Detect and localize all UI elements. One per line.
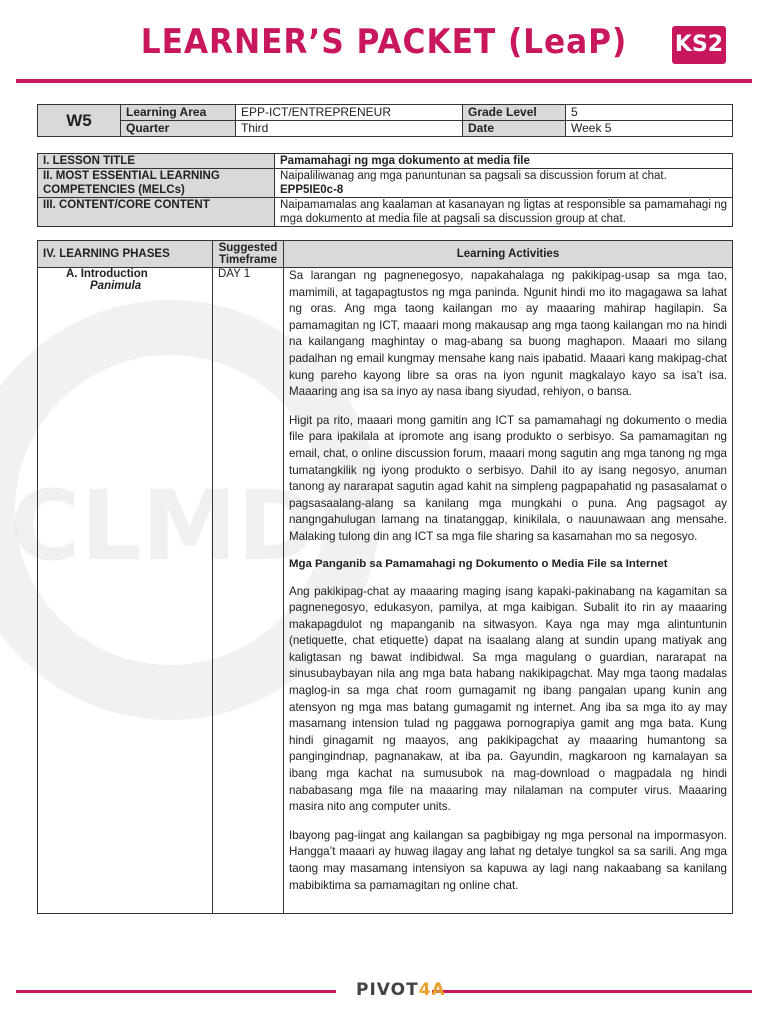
- header-table: [37, 104, 733, 137]
- footer-rule-right: [432, 990, 752, 993]
- grade-level-label: Grade Level: [463, 105, 566, 121]
- date-label: Date: [463, 121, 566, 137]
- activity-paragraph: Higit pa rito, maaari mong gamitin ang ICT sa pamamahagi ng dokumento o media file para ipakilala at ipromote ang isang produkto o serbisyo. Sa pamamagitan ng email, chat, o online discussion forum, maaari mong sagutin ang mga tanong ng mga tumatangkilik ng iyong produkto o serbisyo. Dahil ito ay isang negosyo, anuman tanong ay nararapat sagutin agad kahit na simpleng pagpapahatid ng pasasalamat o pagsasaalang-alang sa kanilang mga mungkahi o puna. Ang pagsagot ay nangngahulugan lamang na tinatanggap, kinikilala, o nauunawaan ang mensahe. Malaking tulong din ang ICT sa mga file sharing sa kasamahan mo sa negosyo.: [289, 413, 727, 543]
- quarter-value: Third: [236, 121, 463, 137]
- phase-cell: [38, 268, 213, 914]
- phase-subtitle: Panimula: [90, 280, 142, 292]
- phase-name: A. Introduction: [66, 268, 148, 280]
- date-value: Week 5: [566, 121, 733, 137]
- phase-column-header: IV. LEARNING PHASES: [38, 241, 213, 268]
- page-banner: [0, 0, 768, 72]
- pivot-logo-accent: 4A: [418, 980, 446, 1000]
- banner-underline: [16, 79, 752, 83]
- lesson-title-label: I. LESSON TITLE: [38, 154, 275, 169]
- melc-label: II. MOST ESSENTIAL LEARNING COMPETENCIES (MELCs): [38, 169, 275, 198]
- content-value: Naipamamalas ang kaalaman at kasanayan ng ligtas at responsible sa pamamahagi ng mga dokumento at media file at pagsali sa discussion group at chat.: [275, 198, 733, 227]
- grade-level-value: 5: [566, 105, 733, 121]
- quarter-label: Quarter: [121, 121, 236, 137]
- page-title: LEARNER’S PACKET (LeaP): [140, 22, 628, 62]
- week-badge: W5: [38, 105, 121, 137]
- lesson-title-value: Pamamahagi ng mga dokumento at media file: [275, 154, 733, 169]
- activity-heading: Mga Panganib sa Pamamahagi ng Dokumento o Media File sa Internet: [289, 557, 668, 570]
- lesson-table: [37, 153, 733, 227]
- learning-area-label: Learning Area: [121, 105, 236, 121]
- activities-cell: [284, 268, 733, 914]
- pivot-logo-main: PIVOT: [356, 980, 419, 1000]
- footer-rule-left: [16, 990, 336, 993]
- melc-code: EPP5IE0c-8: [280, 184, 344, 196]
- watermark-text: CLMD: [10, 470, 317, 582]
- melc-value: Naipaliliwanag ang mga panuntunan sa pagsali sa discussion forum at chat.: [280, 170, 667, 182]
- activity-paragraph: Ang pakikipag-chat ay maaaring maging isang kapaki-pakinabang na kagamitan sa pagnenegosyo, edukasyon, pamilya, at mga kaibigan. Subalit ito rin ay maaaring makapagdulot ng mapanganib na sitwasyon. Kaya nga may mga alintuntunin (netiquette, chat etiquette) dapat na isaalang alang at sundin upang matiyak ang kaligtasan ng bawat indibidwal. Sa mga magulang o guardian, nararapat na sinusubaybayan nila ang mga bata habang nakikipagchat. May mga taong madalas maglog-in sa mga chat room gumagamit ng ibang pangalan upang kunin ang atensyon ng mga mas batang gumagamit ng internet. Ang iba sa mga ito ay may masamang intension tulad ng paggawa pornograpiya gamit ang mga bata. Kung hindi ginagamit ng maayos, ang pakikipagchat ay maaaring humantong sa pangingindnap, pagnanakaw, at iba pa. Gayundin, magkaroon ng kamalayan sa ibang mga kachat na sumusubok na mag-download o magpadala ng hindi nababasang mga file na maaaring may nilalaman na computer virus. Maaaring masira nito ang computer units.: [289, 584, 727, 814]
- timeframe-value: DAY 1: [213, 268, 284, 914]
- activity-paragraph: Ibayong pag-iingat ang kailangan sa pagbibigay ng mga personal na impormasyon. Hangga’t maaari ay huwag ilagay ang lahat ng detalye tungkol sa sa sarili. Ang mga taong may masamang intensiyon sa kapuwa ay lagi nang nakaabang sa kanilang mabibiktima sa pamamagitan ng online chat.: [289, 828, 727, 892]
- learning-phases-table: [37, 240, 733, 914]
- learning-area-value: EPP-ICT/ENTREPRENEUR: [236, 105, 463, 121]
- ks-badge: KS2: [672, 26, 726, 64]
- melc-cell: [275, 169, 733, 198]
- timeframe-column-header: Suggested Timeframe: [213, 241, 284, 268]
- activity-paragraph: Sa larangan ng pagnenegosyo, napakahalaga ng pakikipag-usap sa mga tao, mamimili, at tagapagtustos ng mga paninda. Ngunit hindi mo ito magagawa sa lahat ng oras. Ang mga taong kailangan mo ay maaaring mahirap hagilapin. Sa pamamagitan ng ICT, maaari mong makausap ang mga taong kailangan mo na hindi na kailangang maghintay o mag-abang sa buong maghapon. Maaari mo silang padalhan ng email kungmay mensahe kang nais ipabatid. Maaari kang makipag-chat kung pareho kayong libre sa oras na iyon ngunit magkalayo kayo sa isa’t isa. Maaaring ang isa sa inyo ay nasa ibang siyudad, rehiyon, o bansa.: [289, 269, 727, 399]
- pivot-logo: [356, 980, 446, 1000]
- activities-column-header: Learning Activities: [284, 241, 733, 268]
- content-label: III. CONTENT/CORE CONTENT: [38, 198, 275, 227]
